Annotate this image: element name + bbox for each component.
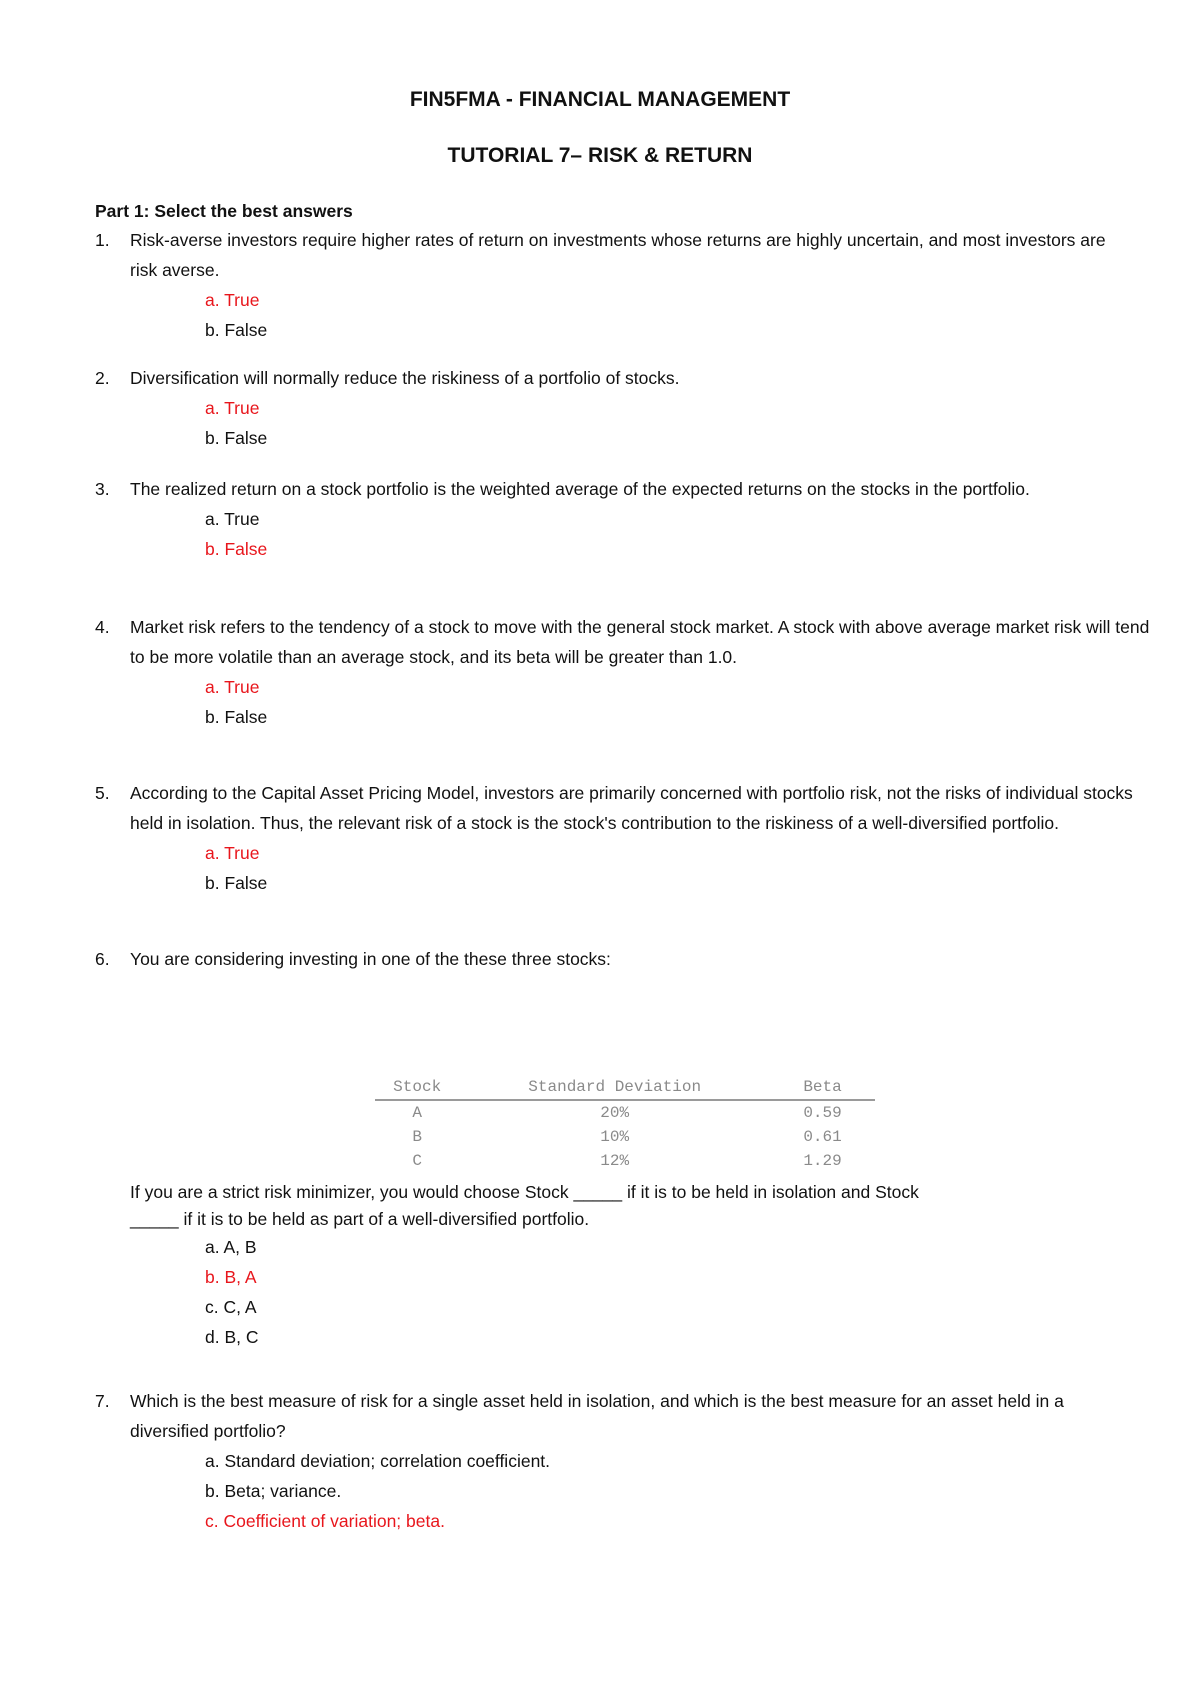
answer-option: c. Coefficient of variation; beta. [205, 1511, 445, 1531]
tutorial-title: TUTORIAL 7– RISK & RETURN [447, 144, 753, 167]
question-6-options [95, 1232, 1125, 1352]
question-number: 1. [95, 230, 110, 250]
part-heading: Part 1: Select the best answers [95, 201, 353, 221]
stock-table [375, 1075, 875, 1173]
table-cell: 1.29 [803, 1152, 842, 1170]
question-text: Which is the best measure of risk for a single asset held in isolation, and which is the best measure for an asset held in a diversified portfolio? [130, 1391, 1064, 1441]
answer-option: b. False [205, 707, 268, 727]
question-7 [95, 1386, 1125, 1536]
course-title: FIN5FMA - FINANCIAL MANAGEMENT [409, 88, 791, 111]
question-text: Risk-averse investors require higher rates of return on investments whose returns are highly uncertain, and most investors are risk averse. [130, 230, 1106, 280]
table-cell: 12% [600, 1152, 630, 1170]
question-6-followup-2 [130, 1204, 1130, 1234]
question-5 [95, 778, 1133, 898]
answer-option: b. False [205, 873, 268, 893]
question-4 [95, 612, 1150, 732]
followup-text: _____ if it is to be held as part of a well-diversified portfolio. [130, 1209, 590, 1229]
question-text: Market risk refers to the tendency of a stock to move with the general stock market. A stock with above average market risk will tend to be more volatile than an average stock, and its beta will be greater than 1.0. [130, 617, 1150, 667]
table-row [375, 1125, 875, 1149]
question-2 [95, 363, 1125, 453]
question-text: Diversification will normally reduce the riskiness of a portfolio of stocks. [130, 368, 680, 388]
table-row [375, 1149, 875, 1173]
question-3 [95, 474, 1125, 564]
question-text: The realized return on a stock portfolio is the weighted average of the expected returns on the stocks in the portfolio. [130, 479, 1030, 499]
answer-option: d. B, C [205, 1327, 259, 1347]
question-number: 7. [95, 1391, 110, 1411]
question-number: 3. [95, 479, 110, 499]
answer-option: a. Standard deviation; correlation coefficient. [205, 1451, 551, 1471]
answer-option: b. B, A [205, 1267, 257, 1287]
question-number: 5. [95, 783, 110, 803]
answer-option: b. Beta; variance. [205, 1481, 342, 1501]
table-header: Stock [375, 1075, 459, 1100]
table-cell: 0.59 [803, 1104, 842, 1122]
question-6 [95, 944, 1125, 974]
question-number: 2. [95, 368, 110, 388]
answer-option: a. True [205, 398, 260, 418]
question-number: 4. [95, 617, 110, 637]
question-text: According to the Capital Asset Pricing Model, investors are primarily concerned with portfolio risk, not the risks of individual stocks held in isolation. Thus, the relevant risk of a stock is the stock's contribution to the riskiness of a well-diversified portfolio. [130, 783, 1133, 833]
answer-option: a. True [205, 509, 260, 529]
question-1 [95, 225, 1125, 345]
table-header: Standard Deviation [459, 1075, 770, 1100]
answer-option: b. False [205, 539, 268, 559]
followup-text: If you are a strict risk minimizer, you would choose Stock _____ if it is to be held in isolation and Stock [130, 1182, 919, 1202]
table-cell: 0.61 [803, 1128, 842, 1146]
answer-option: b. False [205, 428, 268, 448]
question-6-followup [130, 1177, 1130, 1207]
answer-option: a. True [205, 843, 260, 863]
table-header: Beta [770, 1075, 875, 1100]
table-cell: 20% [600, 1104, 630, 1122]
table-row [375, 1100, 875, 1125]
answer-option: a. A, B [205, 1237, 257, 1257]
answer-option: a. True [205, 677, 260, 697]
table-cell: 10% [600, 1128, 630, 1146]
answer-option: c. C, A [205, 1297, 257, 1317]
question-number: 6. [95, 949, 110, 969]
answer-option: a. True [205, 290, 260, 310]
table-cell: B [412, 1128, 422, 1146]
table-cell: A [412, 1104, 422, 1122]
question-text: You are considering investing in one of the these three stocks: [130, 949, 611, 969]
table-cell: C [412, 1152, 422, 1170]
answer-option: b. False [205, 320, 268, 340]
